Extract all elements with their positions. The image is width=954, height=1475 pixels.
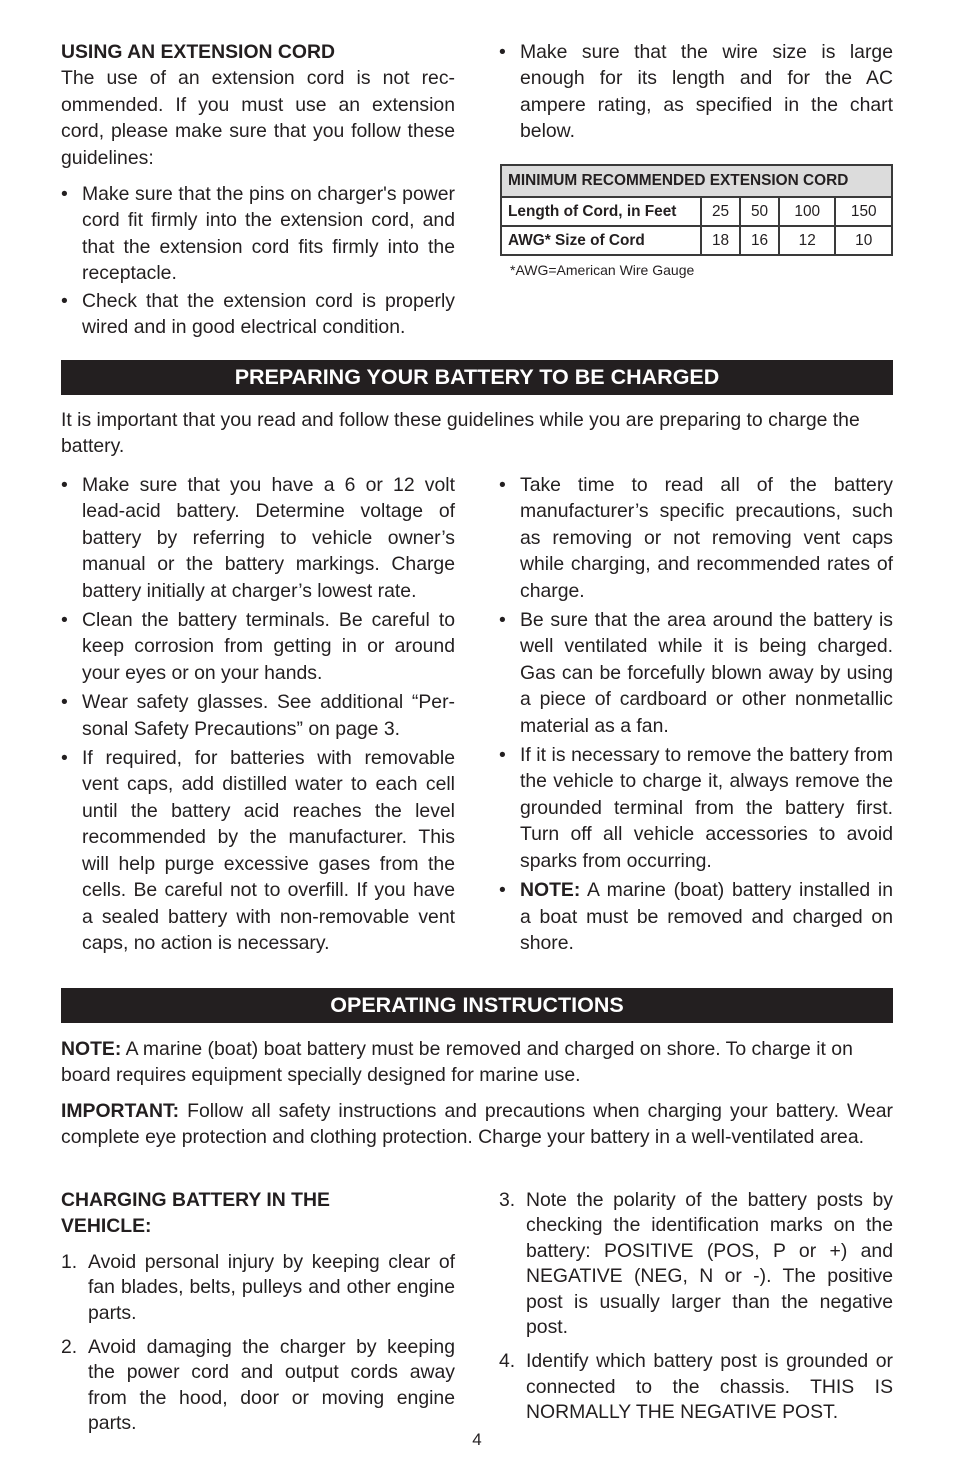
- list-item: • Be sure that the area around the battery is well ventilated while it is being charged. Gas can be forcefully blown away by using a piece of cardboard or other nonmetallic material as a fan.: [499, 607, 893, 739]
- list-item: 4. Identify which battery post is grounded or connected to the chassis. THIS IS NORMALLY THE NEGATIVE POST.: [499, 1350, 893, 1424]
- note-text: A marine (boat) battery installed in a boat must be removed and charged on shore.: [520, 879, 893, 954]
- charging-left-column: [61, 1187, 455, 1437]
- operating-section-bar: OPERATING INSTRUCTIONS: [61, 988, 893, 1023]
- table-cell: 10: [835, 226, 892, 255]
- list-item: 1. Avoid personal injury by keeping clear of fan blades, belts, pulleys and other engine parts.: [61, 1250, 455, 1324]
- preparing-intro: It is important that you read and follow these guidelines while you are preparing to charge the battery.: [61, 409, 860, 458]
- table-cell: 12: [779, 226, 835, 255]
- charging-right-column: [499, 1188, 893, 1426]
- note-label: NOTE:: [520, 879, 581, 902]
- list-item: 2. Avoid damaging the charger by keeping the power cord and output cords away from the hood, door or moving engine parts.: [61, 1336, 455, 1435]
- table-cell: 25: [701, 197, 740, 226]
- extension-cord-section: [61, 39, 455, 340]
- list-item: • If required, for batteries with removable vent caps, add distilled water to each cell until the battery acid reaches the level recommended by the manufacturer. This will help purge excessive gases from the cells. Be careful not to overfill. If you have a sealed battery with non-removable vent caps, no action is necessary.: [61, 745, 455, 956]
- table-cell: 16: [740, 226, 779, 255]
- table-cell: 18: [701, 226, 740, 255]
- table-cell: 100: [779, 197, 835, 226]
- operating-important: [61, 1098, 893, 1151]
- list-item: 3. Note the polarity of the battery posts by checking the identification marks on the battery: POSITIVE (POS, P or +) and NEGATIVE (NEG, N or -). The positive post is usually larger than the negative post.: [499, 1189, 893, 1339]
- preparing-section-bar: PREPARING YOUR BATTERY TO BE CHARGED: [61, 360, 893, 395]
- list-item: • Make sure that the pins on charger's power cord fit firmly into the extension cord, and that the extension cord fits firmly into the receptacle.: [61, 181, 455, 287]
- extension-cord-bullets: [61, 181, 455, 340]
- list-item: • Make sure that the wire size is large enough for its length and for the AC ampere rating, as specified in the chart below.: [499, 39, 893, 145]
- table-cell: 150: [835, 197, 892, 226]
- page-number: 4: [472, 1430, 482, 1449]
- list-item: • Check that the extension cord is properly wired and in good electrical condition.: [61, 288, 455, 341]
- row-label: AWG* Size of Cord: [501, 226, 701, 255]
- table-cell: 50: [740, 197, 779, 226]
- list-item: • Take time to read all of the battery manufacturer’s specific precautions, such as removing or not removing vent caps while charging, and recommended rates of charge.: [499, 472, 893, 604]
- table-footnote: *AWG=American Wire Gauge: [510, 262, 695, 278]
- wire-size-section: [499, 39, 893, 145]
- important-text: Follow all safety instructions and precautions when charging your battery. Wear complete eye protection and clothing protection. Charge your battery in a well-ventilated area.: [61, 1100, 893, 1149]
- list-item: [499, 877, 893, 956]
- list-item: • Wear safety glasses. See additional “Personal Safety Precautions” on page 3.: [61, 689, 455, 742]
- extension-cord-table: [500, 164, 893, 278]
- preparing-left-column: [61, 472, 455, 956]
- list-item: • Clean the battery terminals. Be careful to keep corrosion from getting in or around your eyes or on your hands.: [61, 607, 455, 686]
- operating-note: [61, 1036, 893, 1089]
- preparing-right-column: [499, 472, 893, 956]
- extension-cord-intro: The use of an extension cord is not recommended. If you must use an extension cord, please make sure that you follow these guidelines:: [61, 67, 455, 169]
- table-header: MINIMUM RECOMMENDED EXTENSION CORD: [501, 165, 892, 197]
- extension-cord-title: USING AN EXTENSION CORD: [61, 41, 336, 63]
- list-item: • If it is necessary to remove the battery from the vehicle to charge it, always remove the grounded terminal from the battery first. Turn off all vehicle accessories to avoid sparks from occurring.: [499, 742, 893, 874]
- important-label: IMPORTANT:: [61, 1100, 180, 1122]
- note-label: NOTE:: [61, 1038, 122, 1060]
- table-row: [501, 226, 892, 255]
- row-label: Length of Cord, in Feet: [501, 197, 701, 226]
- note-text: A marine (boat) boat battery must be removed and charged on shore. To charge it on board requires equipment specially designed for marine use.: [61, 1038, 853, 1087]
- table-row: [501, 197, 892, 226]
- wire-size-bullets: [499, 39, 893, 145]
- list-item: • Make sure that you have a 6 or 12 volt lead-acid battery. Determine voltage of battery by referring to vehicle owner’s manual or the battery markings. Charge battery initially at charger’s lowest rate.: [61, 472, 455, 604]
- charging-title: CHARGING BATTERY IN THE VEHICLE:: [61, 1189, 330, 1238]
